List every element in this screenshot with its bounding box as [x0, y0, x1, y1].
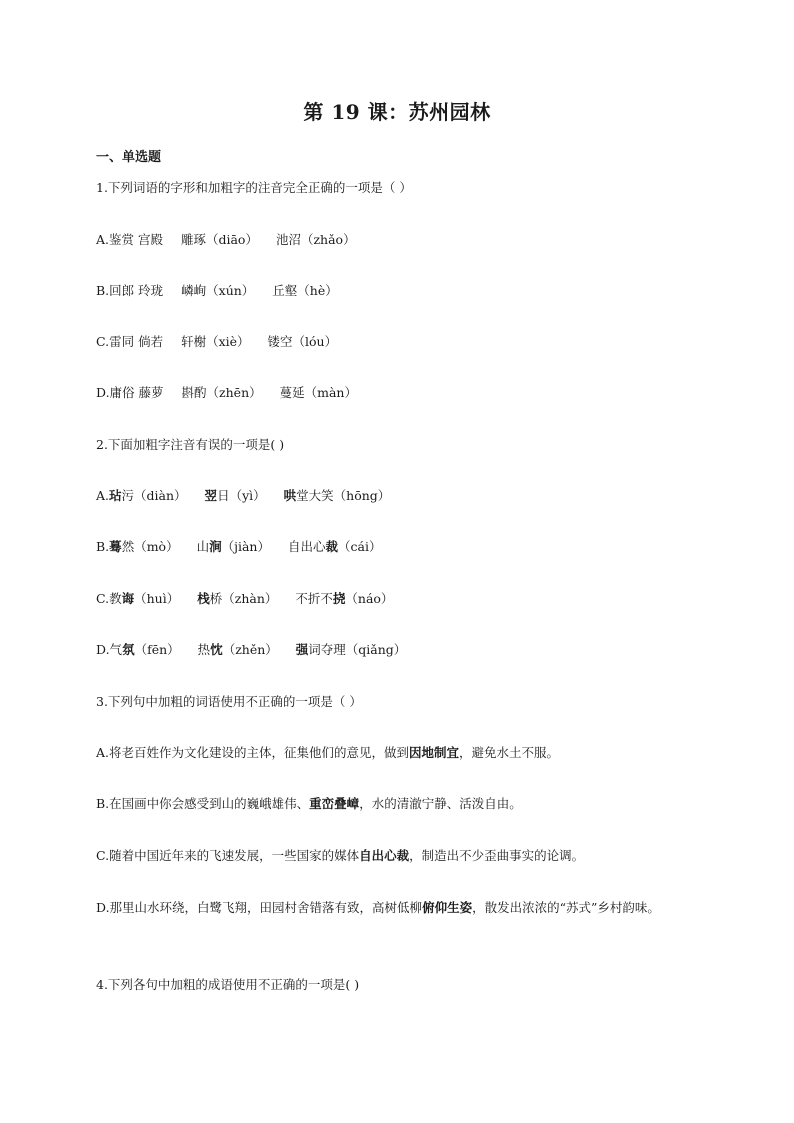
text-segment: （náo） — [345, 591, 394, 606]
question-line-q2b — [96, 537, 706, 557]
bold-term: 挠 — [332, 591, 346, 606]
question-line-q3c — [96, 846, 706, 866]
text-segment: （cái） — [338, 539, 382, 554]
question-line-q1b — [96, 281, 706, 301]
text-segment: 热 — [197, 642, 211, 657]
question-line-q3b — [96, 794, 706, 814]
text-segment: A.将老百姓作为文化建设的主体，征集他们的意见，做到 — [96, 745, 410, 760]
text-segment: D.气 — [96, 642, 123, 657]
text-segment: ，散发出浓浓的“苏式”乡村韵味。 — [472, 900, 660, 915]
question-line-q1d — [96, 383, 706, 403]
text-segment: D.庸俗 藤萝 — [96, 385, 164, 400]
text-segment: ，水的清澈宁静、活泼自由。 — [359, 796, 522, 811]
text-segment: C.随着中国近年来的飞速发展，一些国家的媒体 — [96, 848, 360, 863]
page-title: 第 19 课：苏州园林 — [303, 100, 491, 124]
text-segment: ，避免水土不服。 — [459, 745, 560, 760]
text-segment: （fēn） — [134, 642, 180, 657]
bold-term: 哄 — [283, 488, 297, 503]
bold-term: 忱 — [210, 642, 223, 657]
text-segment: 4.下列各句中加粗的成语使用不正确的一项是( ) — [96, 977, 360, 992]
text-segment: B.在国画中你会感受到山的巍峨雄伟、 — [96, 796, 310, 811]
bold-term: 因地制宜 — [409, 745, 460, 760]
question-line-q4 — [96, 975, 706, 995]
text-segment: 堂大笑（hōng） — [296, 488, 391, 503]
text-segment: 然（mò） — [121, 539, 179, 554]
section-heading: 一、单选题 — [96, 150, 162, 165]
text-segment: 丘壑（hè） — [272, 283, 338, 298]
text-segment: 污（diàn） — [121, 488, 187, 503]
question-line-q3a — [96, 743, 706, 763]
bold-term: 蓦 — [109, 539, 122, 554]
question-line-q2 — [96, 435, 706, 455]
question-line-q2c — [96, 589, 706, 609]
bold-term: 栈 — [197, 591, 210, 606]
bold-term: 裁 — [325, 539, 339, 554]
text-segment: 自出心 — [288, 539, 326, 554]
text-segment: ，制造出不少歪曲事实的论调。 — [409, 848, 585, 863]
text-segment: （huì） — [134, 591, 180, 606]
text-segment: 蔓延（màn） — [279, 385, 357, 400]
text-segment: 1.下列词语的字形和加粗字的注音完全正确的一项是（ ） — [96, 180, 412, 195]
bold-term: 涧 — [209, 539, 222, 554]
text-segment: 嶙峋（xún） — [181, 283, 255, 298]
text-segment: 山 — [196, 539, 210, 554]
question-line-q1 — [96, 178, 706, 198]
bold-term: 强 — [295, 642, 309, 657]
question-line-q3d — [96, 895, 706, 921]
text-segment: 镂空（lóu） — [267, 334, 338, 349]
text-segment: 雕琢（diāo） — [180, 232, 258, 247]
bold-term: 自出心裁 — [359, 848, 410, 863]
text-segment: 桥（zhàn） — [209, 591, 278, 606]
text-segment: A.鉴赏 宫殿 — [96, 232, 163, 247]
text-segment: B. — [96, 539, 110, 554]
bold-term: 诲 — [121, 591, 135, 606]
bold-term: 玷 — [109, 488, 122, 503]
bold-term: 氛 — [122, 642, 135, 657]
question-line-q1a — [96, 230, 706, 250]
text-segment: D.那里山水环绕，白鹭飞翔，田园村舍错落有致，高树低柳 — [96, 900, 423, 915]
text-segment: 斟酌（zhēn） — [181, 385, 262, 400]
bold-term: 俯仰生姿 — [422, 900, 473, 915]
text-segment: 轩榭（xiè） — [181, 334, 250, 349]
question-line-q3 — [96, 692, 706, 712]
text-segment: （jiàn） — [221, 539, 270, 554]
bold-term: 重峦叠嶂 — [309, 796, 360, 811]
question-line-q1c — [96, 332, 706, 352]
text-segment: 池沼（zhǎo） — [275, 232, 356, 247]
question-line-q2d — [96, 640, 706, 660]
text-segment: B.回郎 玲珑 — [96, 283, 164, 298]
text-segment: C.教 — [96, 591, 122, 606]
bold-term: 翌 — [204, 488, 218, 503]
text-segment: 词夺理（qiǎng） — [308, 642, 407, 657]
text-segment: 日（yì） — [217, 488, 266, 503]
text-segment: 2.下面加粗字注音有误的一项是( ) — [96, 437, 285, 452]
text-segment: 3.下列句中加粗的词语使用不正确的一项是（ ） — [96, 694, 362, 709]
text-segment: 不折不 — [295, 591, 333, 606]
text-segment: A. — [96, 488, 110, 503]
question-line-q2a — [96, 486, 706, 506]
text-segment: C.雷同 倘若 — [96, 334, 164, 349]
text-segment: （zhěn） — [222, 642, 278, 657]
